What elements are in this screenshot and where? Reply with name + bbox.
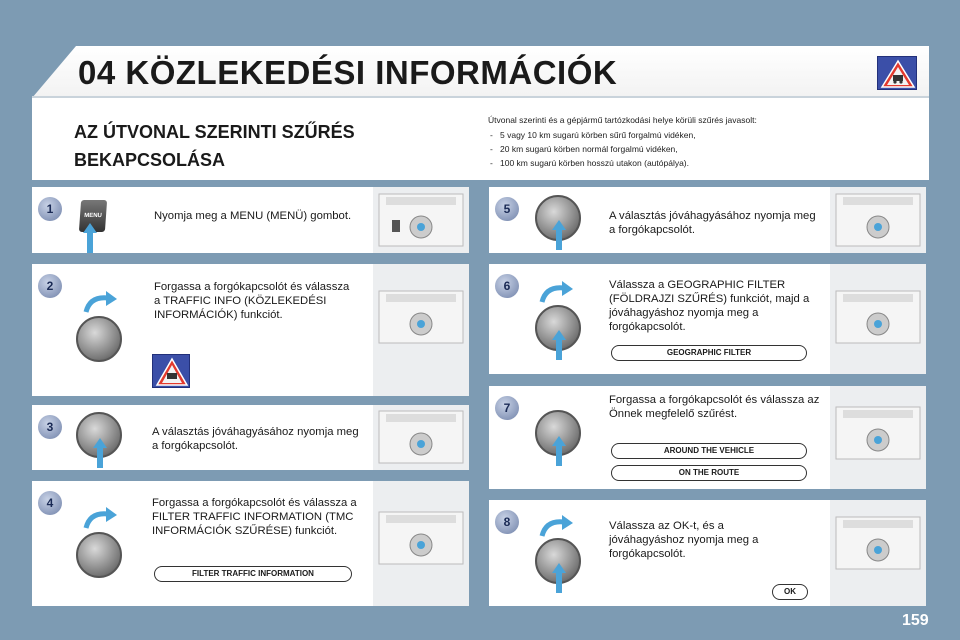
filter-traffic-information-option[interactable]: FILTER TRAFFIC INFORMATION	[154, 566, 352, 582]
step-number-badge: 4	[38, 491, 62, 515]
step-text: Válassza a GEOGRAPHIC FILTER (FÖLDRAJZI SZŰRÉS) funkciót, majd a jóváhagyáshoz nyomja meg a forgókapcsolót.	[609, 279, 810, 333]
step-number-badge: 2	[38, 274, 62, 298]
console-icon	[835, 406, 921, 460]
traffic-warning-icon	[152, 354, 190, 388]
intro-item: - 5 vagy 10 km sugarú körben sűrű forgalmú vidéken,	[488, 128, 908, 142]
rotate-arrow-icon	[538, 280, 574, 306]
rotary-knob-icon	[76, 316, 122, 362]
step-text: Forgassa a forgókapcsolót és válassza a TRAFFIC INFO (KÖZLEKEDÉSI INFORMÁCIÓK) funkciót.	[154, 281, 350, 321]
step-text: A választás jóváhagyásához nyomja meg a forgókapcsolót.	[152, 426, 359, 452]
intro-list	[488, 128, 908, 170]
rotate-arrow-icon	[82, 290, 118, 316]
press-arrow-icon	[552, 220, 566, 250]
console-icon	[835, 516, 921, 570]
page-number: 159	[902, 612, 929, 629]
rotary-knob-icon	[76, 532, 122, 578]
intro-item: - 20 km sugarú körben normál forgalmú vidéken,	[488, 142, 908, 156]
intro-item: - 100 km sugarú körben hosszú utakon (autópálya).	[488, 156, 908, 170]
console-icon	[378, 410, 464, 464]
step-text: Forgassa a forgókapcsolót és válassza az Önnek megfelelő szűrést.	[609, 394, 820, 420]
around-the-vehicle-option[interactable]: AROUND THE VEHICLE	[611, 443, 807, 459]
intro-text	[488, 113, 908, 170]
step-number-badge: 6	[495, 274, 519, 298]
step-number-badge: 8	[495, 510, 519, 534]
ok-option[interactable]: OK	[772, 584, 808, 600]
step-number-badge: 7	[495, 396, 519, 420]
traffic-warning-icon	[877, 56, 917, 90]
press-arrow-icon	[552, 436, 566, 466]
rotate-arrow-icon	[538, 514, 574, 540]
press-arrow-icon	[83, 223, 97, 253]
menu-button-icon: MENU	[79, 200, 107, 232]
intro-lead: Útvonal szerinti és a gépjármű tartózkodási helye körüli szűrés javasolt:	[488, 115, 757, 125]
press-arrow-icon	[552, 330, 566, 360]
press-arrow-icon	[93, 438, 107, 468]
step-text: A választás jóváhagyásához nyomja meg a forgókapcsolót.	[609, 210, 816, 236]
console-icon	[835, 193, 921, 247]
step-text: Nyomja meg a MENU (MENÜ) gombot.	[154, 210, 352, 222]
step-number-badge: 3	[38, 415, 62, 439]
on-the-route-option[interactable]: ON THE ROUTE	[611, 465, 807, 481]
press-arrow-icon	[552, 563, 566, 593]
step-text: Forgassa a forgókapcsolót és válassza a FILTER TRAFFIC INFORMATION (TMC INFORMÁCIÓK SZŰRÉSE) funkciót.	[152, 497, 357, 537]
section-subtitle: AZ ÚTVONAL SZERINTI SZŰRÉS BEKAPCSOLÁSA	[74, 122, 355, 170]
console-icon	[378, 290, 464, 344]
step-text: Válassza az OK-t, és a jóváhagyáshoz nyomja meg a forgókapcsolót.	[609, 520, 759, 560]
step-number-badge: 1	[38, 197, 62, 221]
console-icon	[378, 193, 464, 247]
geographic-filter-option[interactable]: GEOGRAPHIC FILTER	[611, 345, 807, 361]
step-number-badge: 5	[495, 197, 519, 221]
header-notch	[32, 46, 76, 98]
console-icon	[835, 290, 921, 344]
rotate-arrow-icon	[82, 506, 118, 532]
console-icon	[378, 511, 464, 565]
page-title: 04 KÖZLEKEDÉSI INFORMÁCIÓK	[78, 54, 618, 91]
